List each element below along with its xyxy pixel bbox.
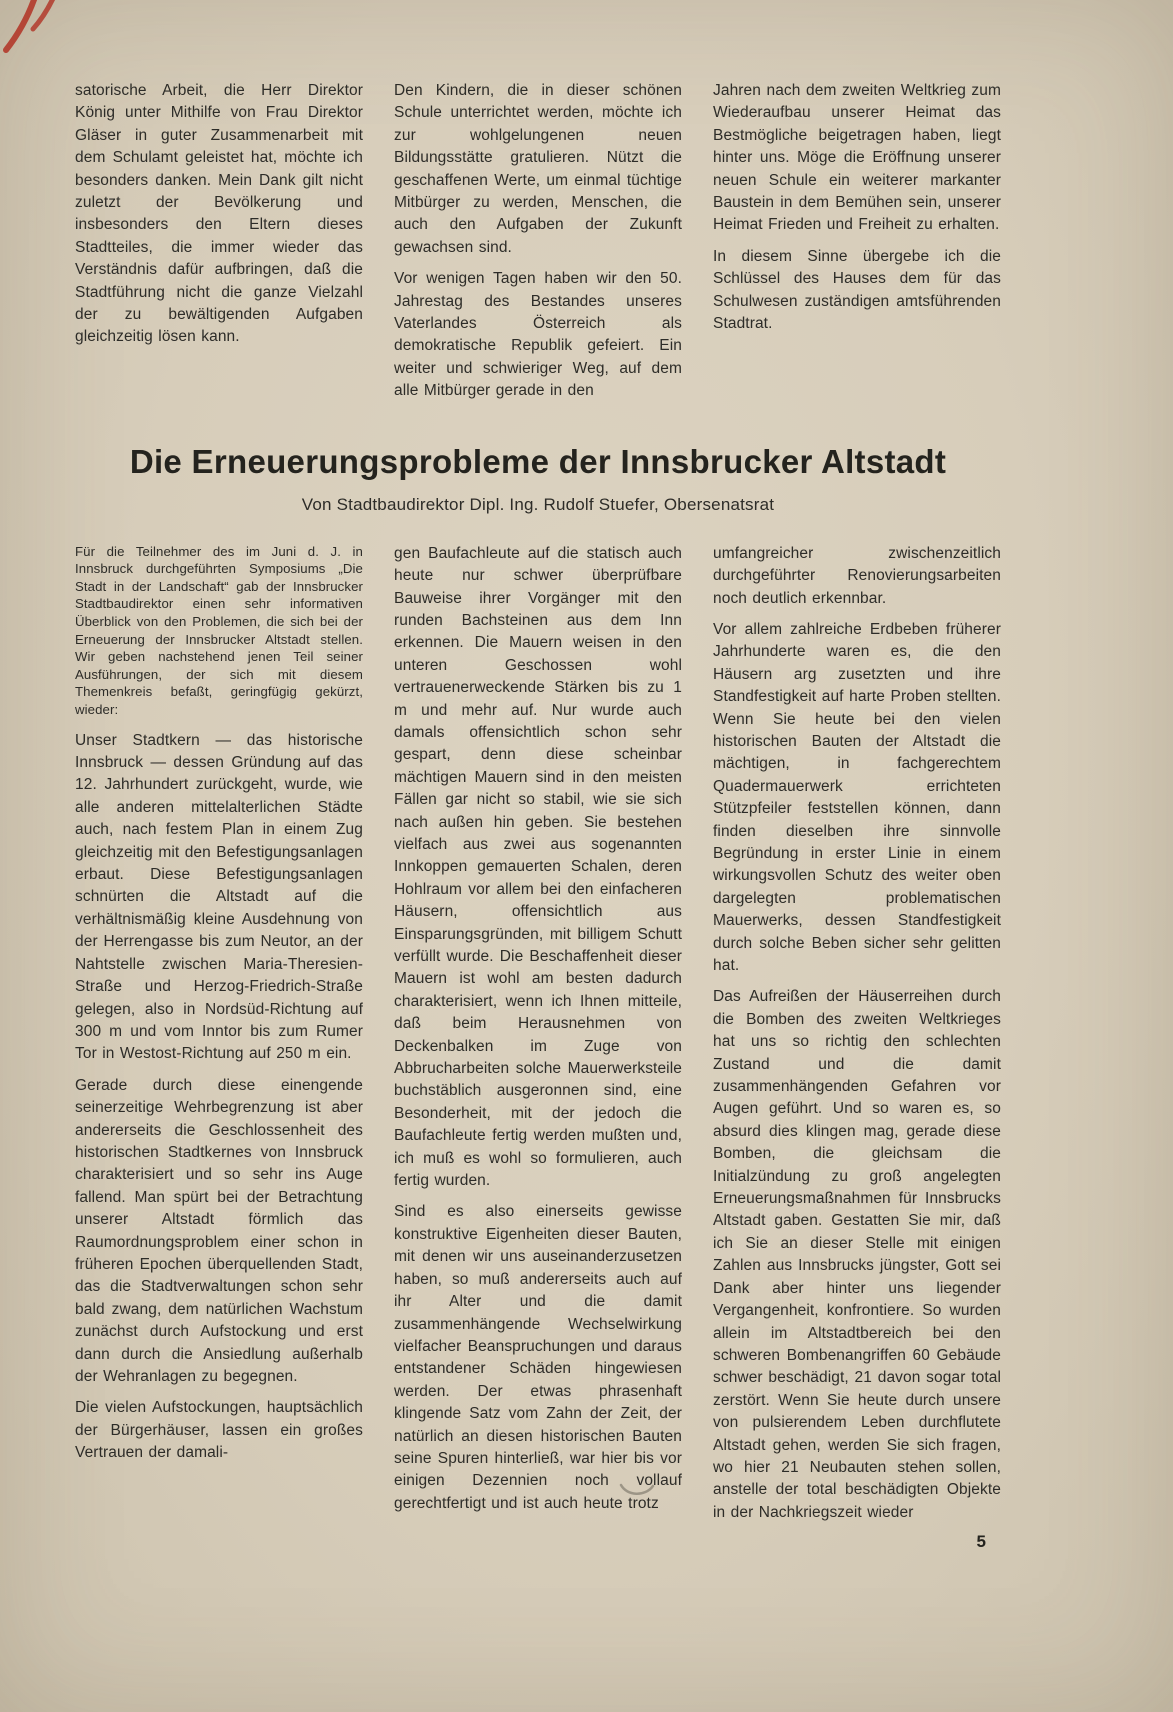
- article-title: Die Erneuerungsprobleme der Innsbrucker Altstadt: [129, 442, 947, 480]
- continued-column-1: [75, 80, 363, 349]
- article-byline: Von Stadtbaudirektor Dipl. Ing. Rudolf Stuefer, Obersenatsrat: [301, 494, 775, 514]
- paragraph: gen Baufachleute auf die statisch auch heute nur schwer überprüfbare Bauweise ihrer Vorgänger mit den runden Bachsteinen aus dem Inn erkennen. Die Mauern weisen in den unteren Geschossen wohl vertrauenerweckende Stärken bis zu 1 m und mehr auf. Nur wurde auch damals offensichtlich schon sehr gespart, denn diese scheinbar mächtigen Mauern sind in den meisten Fällen gar nicht so stabil, wie sie sich nach außen hin geben. Sie bestehen vielfach aus zwei aus sogenannten Innkoppen gemauerten Schalen, deren Hohlraum vor allem bei den einfacheren Häusern, offensichtlich aus Einsparungsgründen, mit billigem Schutt verfüllt wurde. Die Beschaffenheit dieser Mauern ist wohl am besten dadurch charakterisiert, wenn ich Ihnen mitteile, daß beim Herausnehmen von Deckenbalken im Zuge von Abbrucharbeiten solche Mauerwerksteile buchstäblich ausgeronnen sind, eine Besonderheit, mit der jedoch die Baufachleute fertig werden mußten und, ich muß es wohl so formulieren, auch fertig wurden.: [394, 544, 682, 1190]
- continued-article: [75, 80, 1001, 403]
- article-column-2: [394, 543, 682, 1515]
- paragraph: Vor wenigen Tagen haben wir den 50. Jahrestag des Bestandes unseres Vaterlandes Österreich als demokratische Republik gefeiert. Ein weiter und schwieriger Weg, auf dem alle Mitbürger gerade in den: [394, 270, 682, 400]
- continued-column-2: [394, 80, 682, 403]
- article-column-3: [713, 543, 1001, 1524]
- paragraph: Gerade durch diese einengende seinerzeitige Wehrbegrenzung ist aber andererseits die Geschlossenheit des historischen Stadtkernes von Innsbruck charakterisiert und so sehr ins Auge fallend. Man spürt bei der Betrachtung unserer Altstadt förmlich das Raumordnungsproblem einer schon in früheren Epochen überquellenden Stadt, das die Stadtverwaltungen schon sehr bald zwang, dem natürlichen Wachstum zunächst durch Aufstockung und erst dann durch die Ansiedlung außerhalb der Wehranlagen zu begegnen.: [75, 1076, 363, 1385]
- paragraph: In diesem Sinne übergebe ich die Schlüssel des Hauses dem für das Schulwesen zuständigen amtsführenden Stadtrat.: [713, 247, 1001, 333]
- red-pen-mark: [0, 0, 80, 80]
- paragraph: umfangreicher zwischenzeitlich durchgeführter Renovierungsarbeiten noch deutlich erkennbar.: [713, 544, 1001, 607]
- paragraph: Die vielen Aufstockungen, hauptsächlich der Bürgerhäuser, lassen ein großes Vertrauen der damali-: [75, 1399, 363, 1462]
- paragraph: Den Kindern, die in dieser schönen Schule unterrichtet werden, möchte ich zur wohlgelungenen neuen Bildungsstätte gratulieren. Nützt die geschaffenen Werte, um einmal tüchtige Mitbürger zu werden, Menschen, die auch den Aufgaben der Zukunft gewachsen sind.: [394, 82, 682, 256]
- paragraph: satorische Arbeit, die Herr Direktor König unter Mithilfe von Frau Direktor Gläser in guter Zusammenarbeit mit dem Schulamt geleistet hat, möchte ich besonders danken. Mein Dank gilt nicht zuletzt der Bevölkerung und insbesonders den Eltern dieses Stadtteiles, die immer wieder das Verständnis dafür aufbringen, daß die Stadtführung nicht die ganze Vielzahl der zu bewältigenden Aufgaben gleichzeitig lösen kann.: [75, 82, 363, 346]
- main-article: [75, 543, 1001, 1524]
- page-number: 5: [976, 1532, 986, 1551]
- pencil-mark: [616, 1478, 658, 1502]
- article-column-1: [75, 543, 363, 1465]
- paragraph: Sind es also einerseits gewisse konstruktive Eigenheiten dieser Bauten, mit denen wir uns auseinanderzusetzen haben, so muß andererseits auch auf ihr Alter und die damit zusammenhängende Wechselwirkung vielfacher Beanspruchungen und daraus entstandener Schäden hingewiesen werden. Der etwas phrasenhaft klingende Satz vom Zahn der Zeit, der natürlich an diesen historischen Bauten seine Spuren hinterließ, war hier bis vor einigen Dezennien noch vollauf gerechtfertigt und ist auch heute trotz: [394, 1203, 682, 1512]
- paragraph: Unser Stadtkern — das historische Innsbruck — dessen Gründung auf das 12. Jahrhundert zurückgeht, wurde, wie alle anderen mittelalterlichen Städte auch, nach festem Plan in einem Zug gleichzeitig mit den Befestigungsanlagen erbaut. Diese Befestigungsanlagen schnürten die Altstadt auf die verhältnismäßig kleine Ausdehnung von der Herrengasse bis zum Neutor, an der Nahtstelle zwischen Maria-Theresien-Straße und Herzog-Friedrich-Straße gelegen, also in Nordsüd-Richtung auf 300 m und vom Inntor bis zum Rumer Tor in Westost-Richtung auf 250 m ein.: [75, 731, 363, 1063]
- paragraph: Vor allem zahlreiche Erdbeben früherer Jahrhunderte waren es, die den Häusern arg zusetzten und ihre Standfestigkeit auf harte Proben stellten. Wenn Sie heute bei den vielen historischen Bauten der Altstadt die mächtigen, in fachgerechtem Quadermauerwerk errichteten Stützpfeiler feststellen können, dann finden dieselben ihre sinnvolle Begründung in erster Linie in einem wirkungsvollen Schutz des weiter oben dargelegten problematischen Mauerwerks, dessen Standfestigkeit durch solche Beben sicher sehr gelitten hat.: [713, 620, 1001, 974]
- continued-column-3: [713, 80, 1001, 335]
- paragraph: Das Aufreißen der Häuserreihen durch die Bomben des zweiten Weltkrieges hat uns so richtig den schlechten Zustand und die damit zusammenhängenden Gefahren vor Augen geführt. Und so waren es, so absurd dies klingen mag, gerade diese Bomben, die gleichsam die Initialzündung zu groß angelegten Erneuerungsmaßnahmen für Innsbrucks Altstadt gaben. Gestatten Sie mir, daß ich Sie an dieser Stelle mit einigen Zahlen aus Innsbrucks jüngster, Gott sei Dank aber hinter uns liegender Vergangenheit, konfrontiere. So wurden allein im Altstadtbereich bei den schweren Bombenangriffen 60 Gebäude schwer beschädigt, 21 davon sogar total zerstört. Wenn Sie heute durch unsere von pulsierendem Leben durchflutete Altstadt gehen, werden Sie sich fragen, wo hier 21 Neubauten stehen sollen, anstelle der total beschädigten Objekte in der Nachkriegszeit wieder: [713, 988, 1001, 1521]
- lead-paragraph: Für die Teilnehmer des im Juni d. J. in Innsbruck durchgeführten Symposiums „Die Stadt in der Landschaft“ gab der Innsbrucker Stadtbaudirektor einen sehr informativen Überblick von den Problemen, die sich bei der Erneuerung der Innsbrucker Altstadt stellen. Wir geben nachstehend jenen Teil seiner Ausführungen, der sich mit diesem Themenkreis befaßt, geringfügig gekürzt, wieder:: [75, 543, 363, 718]
- paragraph: Jahren nach dem zweiten Weltkrieg zum Wiederaufbau unserer Heimat das Bestmögliche beigetragen haben, liegt hinter uns. Möge die Eröffnung unserer neuen Schule ein weiterer markanter Baustein in dem Bemühen sein, unserer Heimat Frieden und Freiheit zu erhalten.: [713, 82, 1001, 234]
- page-content: [75, 80, 1001, 1524]
